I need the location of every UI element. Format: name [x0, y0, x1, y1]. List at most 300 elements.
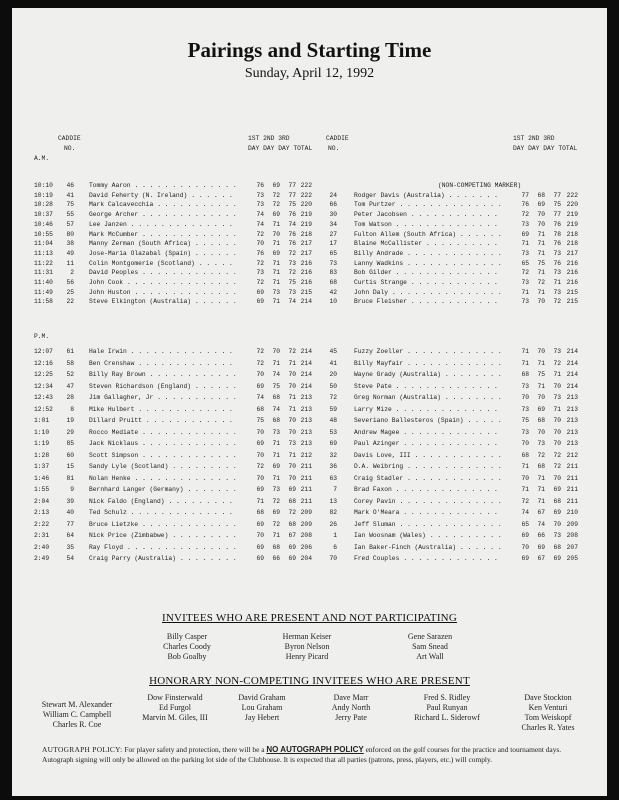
caddie-number: 75 [66, 201, 74, 209]
leader-dots: . . . . . . . . . . . . . [142, 211, 237, 219]
invitees-heading: INVITEES WHO ARE PRESENT AND NOT PARTICIPATING [162, 612, 457, 624]
leader-dots: . . . . . . . . . [172, 463, 237, 470]
tee-time: 2:49 [34, 555, 50, 562]
caddie-number: 64 [66, 532, 74, 539]
round-score: 71 [272, 279, 280, 286]
player-name: Steve Pate [354, 382, 392, 390]
caddie-number: 8 [70, 405, 74, 413]
caddie-number: 47 [66, 382, 74, 390]
caddie-number: 13 [329, 497, 337, 505]
caddie-number: 26 [329, 520, 337, 528]
round-score: 73 [256, 201, 264, 209]
round-score: 213 [300, 440, 312, 447]
caddie-number: 30 [329, 211, 337, 219]
tee-time: 12:34 [34, 382, 53, 390]
round-score: 212 [300, 451, 312, 459]
player-name: Mark McCumber [89, 230, 139, 238]
caddie-number: 80 [66, 230, 74, 238]
leader-dots: . . . . . . . . . . . . . [403, 428, 498, 436]
tee-time: 2:13 [34, 509, 50, 516]
round-score: 65 [521, 520, 529, 528]
round-score: 75 [288, 279, 296, 286]
pairing-row [12, 201, 607, 211]
pairing-row [12, 452, 607, 462]
leader-dots: . . . . . . . . . . . . . [142, 230, 237, 238]
player-name: Steve Elkington (Australia) [89, 298, 192, 306]
round-score: 70 [256, 474, 264, 482]
round-score: 72 [256, 359, 264, 367]
leader-dots: . . . . . . . . . . . . [145, 417, 233, 424]
leader-dots: . . . . . . . . . . . . . [407, 249, 502, 257]
leader-dots: . . . . . . . . . . . . [414, 451, 502, 459]
policy-emphasis: NO AUTOGRAPH POLICY [266, 745, 364, 754]
round-score: 69 [272, 509, 280, 516]
round-score: 74 [256, 394, 264, 401]
round-score: 72 [272, 191, 280, 199]
tee-time: 1:19 [34, 440, 50, 447]
leader-dots: . . . . . . . . . . . . . [138, 359, 233, 367]
round-score: 215 [300, 288, 312, 296]
pairing-row [12, 260, 607, 270]
player-name: Jose-Maria Olazabal (Spain) [89, 249, 192, 257]
leader-dots: . . . . . . . . . . . . [410, 211, 498, 219]
round-score: 77 [553, 191, 561, 199]
round-score: 68 [537, 463, 545, 470]
round-score: 77 [288, 182, 296, 189]
round-score: 69 [256, 298, 264, 306]
player-name: Ian Baker-Finch (Australia) [354, 543, 457, 551]
round-score: 71 [537, 269, 545, 277]
round-score: 72 [256, 463, 264, 470]
player-name: Billy Mayfair [354, 359, 404, 367]
caddie-number: 58 [66, 359, 74, 367]
honorary-col-3: David Graham Lou Graham Jay Hebert [238, 693, 286, 722]
pairing-row [12, 269, 607, 279]
player-name: Brad Faxon [354, 486, 392, 493]
round-score: 70 [521, 474, 529, 482]
tee-time: 2:04 [34, 497, 50, 505]
player-name: Ray Floyd [89, 543, 124, 551]
round-score: 71 [521, 486, 529, 493]
round-score: 70 [256, 532, 264, 539]
pairing-row [12, 192, 607, 202]
round-score: 70 [553, 440, 561, 447]
round-score: 72 [553, 298, 561, 306]
leader-dots: . . . . . . . . . [168, 497, 233, 505]
leader-dots: . . . . . . . . . . . . . [142, 269, 237, 277]
header-no-left: NO. [64, 145, 76, 152]
tee-time: 11:31 [34, 269, 53, 277]
round-score: 73 [272, 486, 280, 493]
round-score: 69 [256, 382, 264, 390]
round-score: 73 [521, 382, 529, 390]
player-name: Jeff Sluman [354, 520, 396, 528]
round-score: 72 [537, 279, 545, 286]
player-name: Fuzzy Zoeller [354, 348, 404, 355]
round-score: 71 [521, 288, 529, 296]
tee-time: 10:19 [34, 191, 53, 199]
player-name: Tommy Aaron [89, 182, 131, 189]
round-score: 213 [300, 428, 312, 436]
round-score: 216 [300, 259, 312, 267]
round-score: 72 [272, 520, 280, 528]
caddie-number: 22 [66, 298, 74, 306]
tee-time: 1:55 [34, 486, 50, 493]
round-score: 71 [521, 359, 529, 367]
tee-time: 11:49 [34, 288, 53, 296]
player-name: Lanny Wadkins [354, 259, 404, 267]
leader-dots: . . . . . . [195, 249, 237, 257]
round-score: 214 [300, 298, 312, 306]
tee-time: 10:10 [34, 182, 53, 189]
round-score: 219 [300, 220, 312, 228]
pairing-row [12, 521, 607, 531]
leader-dots: . . . . . [198, 259, 233, 267]
player-name: Larry Mize [354, 405, 392, 413]
round-score: 70 [537, 298, 545, 306]
player-name: Dillard Pruitt [89, 417, 142, 424]
leader-dots: . . . . . . . . . . . . . [407, 463, 502, 470]
caddie-number: 77 [66, 520, 74, 528]
round-score: 66 [272, 555, 280, 562]
round-score: 70 [288, 371, 296, 378]
caddie-number: 60 [66, 451, 74, 459]
round-score: 70 [256, 371, 264, 378]
round-score: 214 [566, 348, 578, 355]
round-score: 68 [537, 417, 545, 424]
tee-time: 1:28 [34, 451, 50, 459]
caddie-number: 85 [66, 440, 74, 447]
round-score: 73 [553, 269, 561, 277]
leader-dots: . . . . . . . . . . . . . [407, 474, 502, 482]
round-score: 72 [288, 509, 296, 516]
round-score: 70 [288, 474, 296, 482]
leader-dots: . . . . . [467, 417, 502, 424]
round-score: 71 [553, 279, 561, 286]
round-score: 72 [288, 249, 296, 257]
round-score: 73 [272, 288, 280, 296]
round-score: 71 [537, 288, 545, 296]
round-score: 68 [272, 417, 280, 424]
round-score: 72 [537, 451, 545, 459]
player-name: Peter Jacobsen [354, 211, 407, 219]
player-name: Jim Gallagher, Jr [89, 394, 154, 401]
player-name: Manny Zerman (South Africa) [89, 240, 192, 248]
round-score: 69 [272, 211, 280, 219]
round-score: 74 [537, 520, 545, 528]
honorary-col-5: Fred S. Ridley Paul Runyan Richard L. Siderowf [414, 693, 480, 722]
player-name: Paul Azinger [354, 440, 400, 447]
caddie-number: 1 [333, 532, 337, 539]
caddie-number: 82 [329, 509, 337, 516]
round-score: 72 [521, 269, 529, 277]
round-score: 72 [256, 259, 264, 267]
leader-dots: . . . . . . . . . . . . [410, 279, 498, 286]
round-score: 69 [272, 249, 280, 257]
round-score: 76 [256, 249, 264, 257]
round-score: 69 [521, 555, 529, 562]
round-score: 71 [537, 230, 545, 238]
pairing-row [12, 406, 607, 416]
round-score: 75 [521, 417, 529, 424]
pairing-row [12, 250, 607, 260]
leader-dots: . . . . . . [195, 240, 237, 248]
round-score: 70 [537, 394, 545, 401]
round-score: 69 [288, 555, 296, 562]
leader-dots: . . . . . . . . . . . . . . . [127, 543, 237, 551]
leader-dots: . . . . . . . . . . . . . . [395, 220, 498, 228]
round-score: 211 [566, 474, 578, 482]
round-score: 70 [272, 230, 280, 238]
round-score: 69 [256, 555, 264, 562]
caddie-number: 7 [333, 486, 337, 493]
round-score: 70 [553, 382, 561, 390]
round-score: 213 [300, 405, 312, 413]
round-score: 70 [553, 417, 561, 424]
player-name: Jack Nicklaus [89, 440, 139, 447]
caddie-number: 68 [329, 279, 337, 286]
pairing-row [12, 279, 607, 289]
pairing-row [12, 555, 607, 565]
leader-dots: . . . . . . . . . . . . . . [130, 220, 233, 228]
player-name: Rodger Davis (Australia) [354, 191, 445, 199]
player-name: Greg Norman (Australia) [354, 394, 441, 401]
round-score: 69 [256, 486, 264, 493]
player-name: Mark O'Meara [354, 509, 400, 516]
caddie-number: 55 [66, 211, 74, 219]
pairing-row [12, 463, 607, 473]
round-score: 71 [272, 259, 280, 267]
round-score: 76 [521, 201, 529, 209]
leader-dots: . . . . . . . . . . . . . . . [392, 288, 502, 296]
tee-time: 10:46 [34, 220, 53, 228]
round-score: 71 [288, 405, 296, 413]
round-score: 73 [521, 279, 529, 286]
round-score: 220 [300, 201, 312, 209]
pairings-sheet [12, 8, 607, 796]
round-score: 69 [521, 532, 529, 539]
round-score: 70 [288, 382, 296, 390]
round-score: 71 [537, 474, 545, 482]
round-score: 73 [288, 288, 296, 296]
header-no-right: NO. [328, 145, 340, 152]
player-name: Ted Schulz [89, 509, 127, 516]
round-score: 214 [566, 382, 578, 390]
leader-dots: . . . . . . . . . . . . . . [134, 182, 237, 189]
round-score: 216 [300, 279, 312, 286]
caddie-number: 52 [66, 371, 74, 378]
tee-time: 1:37 [34, 463, 50, 470]
caddie-number: 32 [329, 451, 337, 459]
caddie-number: 59 [329, 405, 337, 413]
caddie-number: 56 [66, 279, 74, 286]
round-score: 215 [566, 298, 578, 306]
round-score: 72 [553, 463, 561, 470]
round-score: 70 [553, 474, 561, 482]
round-score: 214 [300, 359, 312, 367]
player-name: Lee Janzen [89, 220, 127, 228]
caddie-number: 57 [66, 220, 74, 228]
round-score: 69 [521, 230, 529, 238]
leader-dots: . . . . . . . . . . . . . [407, 348, 502, 355]
round-score: 69 [553, 555, 561, 562]
round-score: 211 [566, 497, 578, 505]
caddie-number: 29 [66, 428, 74, 436]
round-score: 207 [566, 543, 578, 551]
round-score: 70 [256, 451, 264, 459]
leader-dots: . . . . . . . . . . . . . [407, 259, 502, 267]
caddie-number: 73 [329, 259, 337, 267]
invitees-col-2: Herman Keiser Byron Nelson Henry Picard [282, 632, 332, 661]
round-score: 77 [288, 191, 296, 199]
caddie-number: 49 [66, 249, 74, 257]
pairing-row [12, 182, 607, 192]
player-name: Nolan Henke [89, 474, 131, 482]
pairing-row [12, 429, 607, 439]
caddie-number: 69 [329, 440, 337, 447]
round-score: 70 [521, 543, 529, 551]
am-label: A.M. [34, 155, 50, 162]
caddie-number: 10 [329, 298, 337, 306]
tee-time: 10:37 [34, 211, 53, 219]
round-score: 71 [272, 532, 280, 539]
page-title: Pairings and Starting Time [187, 38, 432, 62]
round-score: 70 [288, 417, 296, 424]
round-score: 76 [256, 182, 264, 189]
leader-dots: . . . . . . . . . . . . . [142, 428, 237, 436]
round-score: 214 [566, 359, 578, 367]
round-score: 69 [288, 543, 296, 551]
header-rounds-right: 1ST 2ND 3RD [513, 135, 555, 142]
player-name: Severiano Ballesteros (Spain) [354, 417, 464, 424]
round-score: 69 [537, 543, 545, 551]
round-score: 72 [553, 451, 561, 459]
tee-time: 2:22 [34, 520, 50, 528]
player-name: Davis Love, III [354, 451, 411, 459]
leader-dots: . . . . . . [191, 191, 233, 199]
round-score: 73 [521, 220, 529, 228]
non-competing-marker: (NON-COMPETING MARKER) [438, 182, 522, 189]
tee-time: 12:43 [34, 394, 53, 401]
round-score: 73 [553, 288, 561, 296]
round-score: 214 [300, 382, 312, 390]
pairing-row [12, 221, 607, 231]
round-score: 214 [300, 371, 312, 378]
round-score: 71 [537, 249, 545, 257]
round-score: 70 [537, 220, 545, 228]
caddie-number: 54 [66, 555, 74, 562]
tee-time: 10:55 [34, 230, 53, 238]
round-score: 209 [300, 520, 312, 528]
round-score: 76 [553, 220, 561, 228]
player-name: Bruce Fleisher [354, 298, 407, 306]
caddie-number: 50 [329, 382, 337, 390]
round-score: 209 [566, 520, 578, 528]
round-score: 69 [288, 486, 296, 493]
pairing-row [12, 298, 607, 308]
policy-text-1: For player safety and protection, there will be a [124, 745, 265, 754]
round-score: 75 [288, 201, 296, 209]
header-day-total-right: DAY DAY DAY TOTAL [513, 145, 578, 152]
round-score: 73 [288, 259, 296, 267]
invitees-col-3: Gene Sarazen Sam Snead Art Wall [407, 632, 453, 661]
round-score: 208 [300, 532, 312, 539]
tee-time: 12:52 [34, 405, 53, 413]
leader-dots: . . . . . . . . . . . . . [142, 451, 237, 459]
leader-dots: . . . . . . . . . . . . . . [134, 474, 237, 482]
round-score: 215 [566, 288, 578, 296]
pairing-row [12, 532, 607, 542]
round-score: 69 [553, 509, 561, 516]
leader-dots: . . . . . . [460, 230, 502, 238]
round-score: 71 [537, 486, 545, 493]
caddie-number: 61 [66, 348, 74, 355]
round-score: 213 [566, 394, 578, 401]
round-score: 216 [566, 259, 578, 267]
round-score: 65 [521, 259, 529, 267]
round-score: 217 [300, 249, 312, 257]
round-score: 70 [256, 240, 264, 248]
round-score: 77 [553, 211, 561, 219]
pairing-row [12, 211, 607, 221]
round-score: 76 [288, 230, 296, 238]
round-score: 72 [256, 279, 264, 286]
round-score: 68 [521, 451, 529, 459]
round-score: 73 [553, 394, 561, 401]
tee-time: 11:04 [34, 240, 53, 248]
player-name: Mark Calcavecchia [89, 201, 154, 209]
round-score: 74 [256, 220, 264, 228]
caddie-number: 46 [66, 182, 74, 189]
round-score: 217 [300, 240, 312, 248]
round-score: 74 [288, 220, 296, 228]
caddie-number: 42 [329, 288, 337, 296]
round-score: 73 [553, 532, 561, 539]
leader-dots: . . . . . . . . . . . . . [142, 520, 237, 528]
player-name: Corey Pavin [354, 497, 396, 505]
round-score: 71 [272, 269, 280, 277]
round-score: 75 [537, 371, 545, 378]
round-score: 78 [553, 230, 561, 238]
round-score: 211 [566, 486, 578, 493]
caddie-number: 48 [329, 417, 337, 424]
player-name: Rocco Mediate [89, 428, 139, 436]
round-score: 68 [288, 520, 296, 528]
honorary-col-6: Dave Stockton Ken Venturi Tom Weiskopf Charles R. Yates [521, 693, 575, 732]
round-score: 208 [566, 532, 578, 539]
round-score: 205 [566, 555, 578, 562]
leader-dots: . . . . . . [460, 543, 502, 551]
leader-dots: . . . . . . . . [179, 555, 237, 562]
round-score: 213 [300, 417, 312, 424]
leader-dots: . . . . . . . [448, 191, 498, 199]
round-score: 73 [553, 249, 561, 257]
round-score: 75 [256, 417, 264, 424]
leader-dots: . . . . . . . . . . . . . [403, 440, 498, 447]
round-score: 75 [537, 259, 545, 267]
leader-dots: . . . . . . . . . . . . [410, 298, 498, 306]
caddie-number: 41 [66, 191, 74, 199]
player-name: Andrew Magee [354, 428, 400, 436]
player-name: Hale Irwin [89, 348, 127, 355]
round-score: 72 [272, 201, 280, 209]
round-score: 68 [256, 509, 264, 516]
player-name: Blaine McCallister [354, 240, 423, 248]
player-name: Fred Couples [354, 555, 400, 562]
round-score: 72 [256, 230, 264, 238]
round-score: 70 [537, 428, 545, 436]
player-name: Nick Faldo (England) [89, 497, 165, 505]
